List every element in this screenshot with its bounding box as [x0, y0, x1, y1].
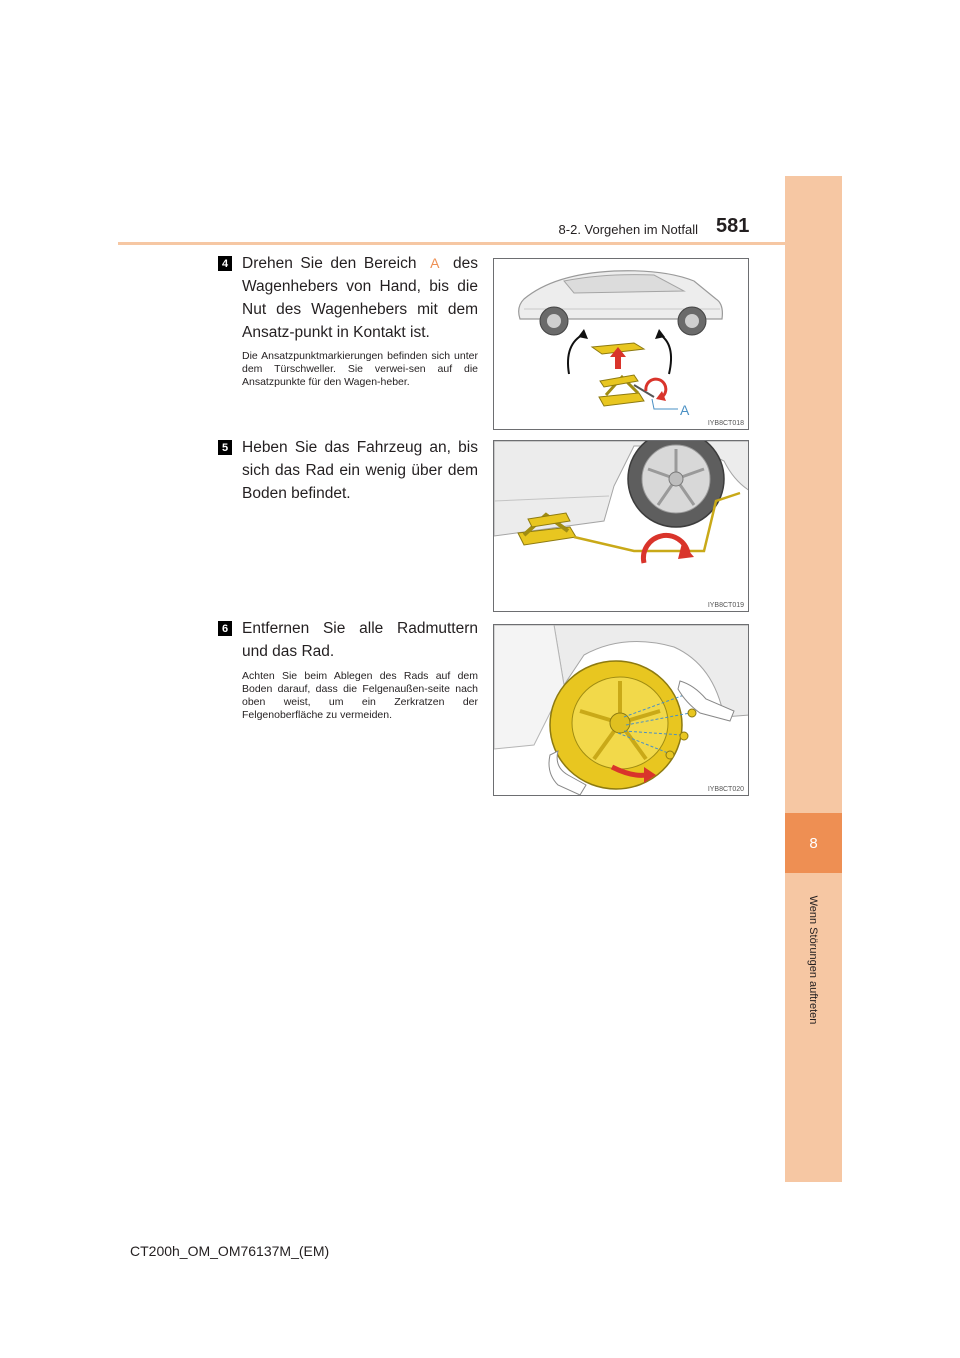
- document-code: CT200h_OM_OM76137M_(EM): [130, 1243, 330, 1259]
- figure-car-jack-alignment: [493, 258, 749, 430]
- figure-code: IYB8CT020: [707, 786, 744, 793]
- step-instruction: [242, 252, 478, 344]
- step-instruction: Entfernen Sie alle Radmuttern und das Rad.: [242, 620, 478, 660]
- step-note: Achten Sie beim Ablegen des Rads auf dem Boden darauf, dass die Felgenaußen-seite nach oben weist, um ein Zerkratzen der Felgenoberfläche zu vermeiden.: [242, 670, 478, 721]
- side-tab: [785, 176, 842, 1182]
- header-rule: [118, 242, 785, 245]
- step-number-badge: [218, 440, 232, 455]
- figure-remove-wheel: [493, 624, 749, 796]
- car-jack-illustration: [494, 259, 749, 430]
- step-number: 4: [221, 257, 229, 270]
- step-number: 6: [221, 622, 229, 635]
- figure-code: IYB8CT019: [707, 602, 744, 609]
- figure-code: IYB8CT018: [707, 420, 744, 427]
- section-title: 8-2. Vorgehen im Notfall: [558, 222, 698, 237]
- page-number: 581: [716, 215, 750, 237]
- figure-callout: A: [680, 402, 690, 418]
- step-instruction-part1: Drehen Sie den Bereich: [242, 255, 417, 272]
- chapter-number: 8: [809, 834, 818, 852]
- step-number: 5: [221, 441, 229, 454]
- step-number-badge: [218, 621, 232, 636]
- step-number-badge: [218, 256, 232, 271]
- step-instruction: Heben Sie das Fahrzeug an, bis sich das Rad ein wenig über dem Boden befindet.: [242, 439, 478, 502]
- figure-raise-vehicle: [493, 440, 749, 612]
- callout-label: A: [430, 255, 440, 271]
- step-note: Die Ansatzpunktmarkierungen befinden sich unter dem Türschweller. Sie verwei-sen auf die Ansatzpunkte für den Wagen-heber.: [242, 350, 478, 388]
- chapter-number-tab[interactable]: [785, 813, 842, 873]
- step-instruction-part2: des Wagenhebers von Hand, bis die Nut des Wagenhebers mit dem Ansatz-punkt in Kontakt ist.: [242, 255, 479, 341]
- remove-wheel-illustration: [494, 625, 749, 796]
- raise-vehicle-illustration: [494, 441, 749, 612]
- chapter-title: Wenn Störungen auftreten: [807, 895, 819, 1025]
